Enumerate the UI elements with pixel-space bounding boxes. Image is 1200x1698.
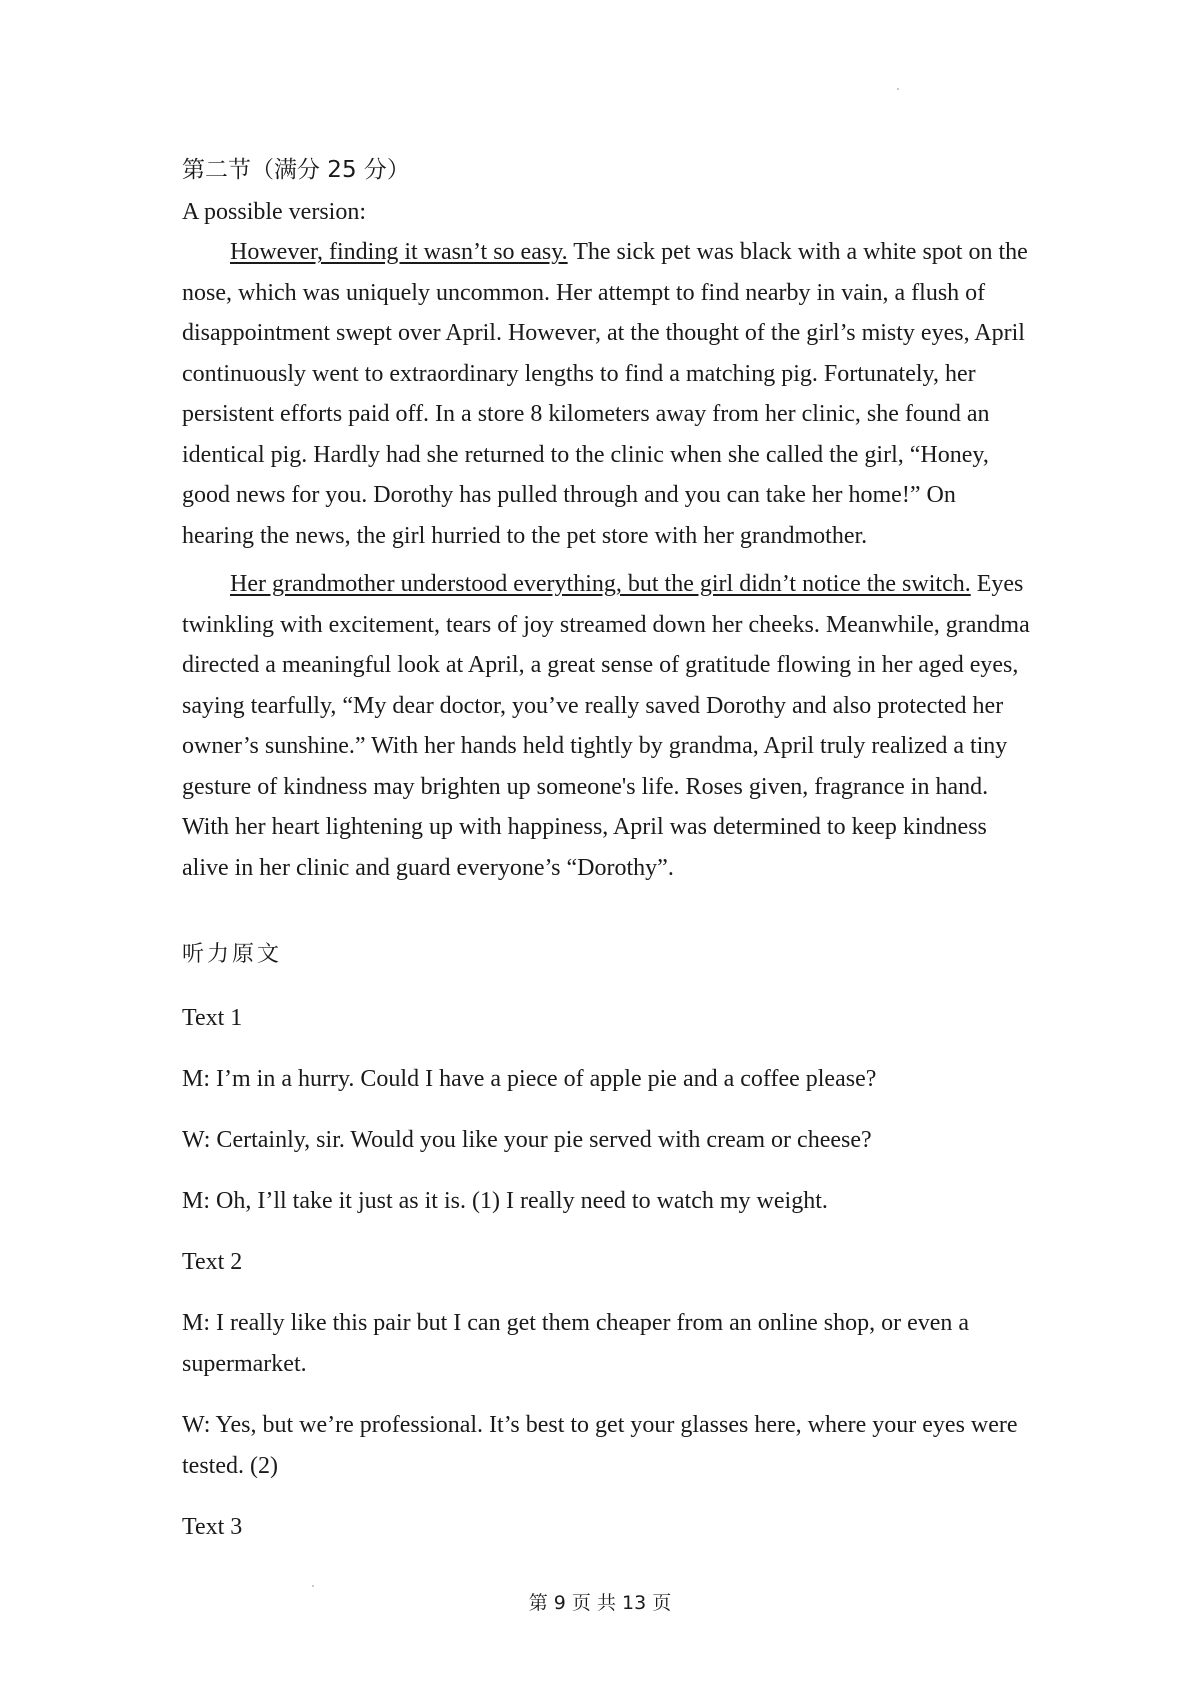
paragraph-2-opening-sentence: Her grandmother understood everything, but the girl didn’t notice the switch. [230,571,971,597]
paragraph-1-body: The sick pet was black with a white spot on the nose, which was uniquely uncommon. Her attempt to find nearby in vain, a flush of disappointment swept over April. However, at the thought of the girl’s misty eyes, April continuously went to extraordinary lengths to find a matching pig. Fortunately, her persistent efforts paid off. In a store 8 kilometers away from her clinic, she found an identical pig. Hardly had she returned to the clinic when she called the girl, “Honey, good news for you. Dorothy has pulled through and you can take her home!” On hearing the news, the girl hurried to the pet store with her grandmother. [182,239,1028,549]
paragraph-2-body: Eyes twinkling with excitement, tears of joy streamed down her cheeks. Meanwhile, grandma directed a meaningful look at April, a great sense of gratitude flowing in her aged eyes, saying tearfully, “My dear doctor, you’ve really saved Dorothy and also protected her owner’s sunshine.” With her hands held tightly by grandma, April truly realized a tiny gesture of kindness may brighten up someone's life. Roses given, fragrance in hand. With her heart lightening up with happiness, April was determined to keep kindness alive in her clinic and guard everyone’s “Dorothy”. [182,571,1030,881]
transcript-heading: Text 3 [182,1514,243,1540]
essay-paragraph-1 [182,232,1032,556]
transcript-heading: Text 2 [182,1249,243,1275]
section-title: 第二节（满分 25 分） [182,157,410,183]
scan-speck [897,88,899,90]
transcript-line: W: Certainly, sir. Would you like your pie served with cream or cheese? [182,1127,872,1153]
version-label: A possible version: [182,199,366,225]
listening-title: 听力原文 [182,942,283,967]
page-number-footer: 第 9 页 共 13 页 [528,1592,672,1614]
transcript-line: M: Oh, I’ll take it just as it is. (1) I really need to watch my weight. [182,1188,828,1214]
transcript-heading: Text 1 [182,1005,243,1031]
essay-paragraph-2 [182,564,1032,888]
transcript-line: W: Yes, but we’re professional. It’s best to get your glasses here, where your eyes were tested. (2) [182,1412,1018,1479]
paragraph-1-opening-sentence: However, finding it wasn’t so easy. [230,239,568,265]
transcript-line: M: I’m in a hurry. Could I have a piece of apple pie and a coffee please? [182,1066,877,1092]
transcript-line: M: I really like this pair but I can get them cheaper from an online shop, or even a supermarket. [182,1310,970,1377]
scan-speck [312,1585,314,1587]
